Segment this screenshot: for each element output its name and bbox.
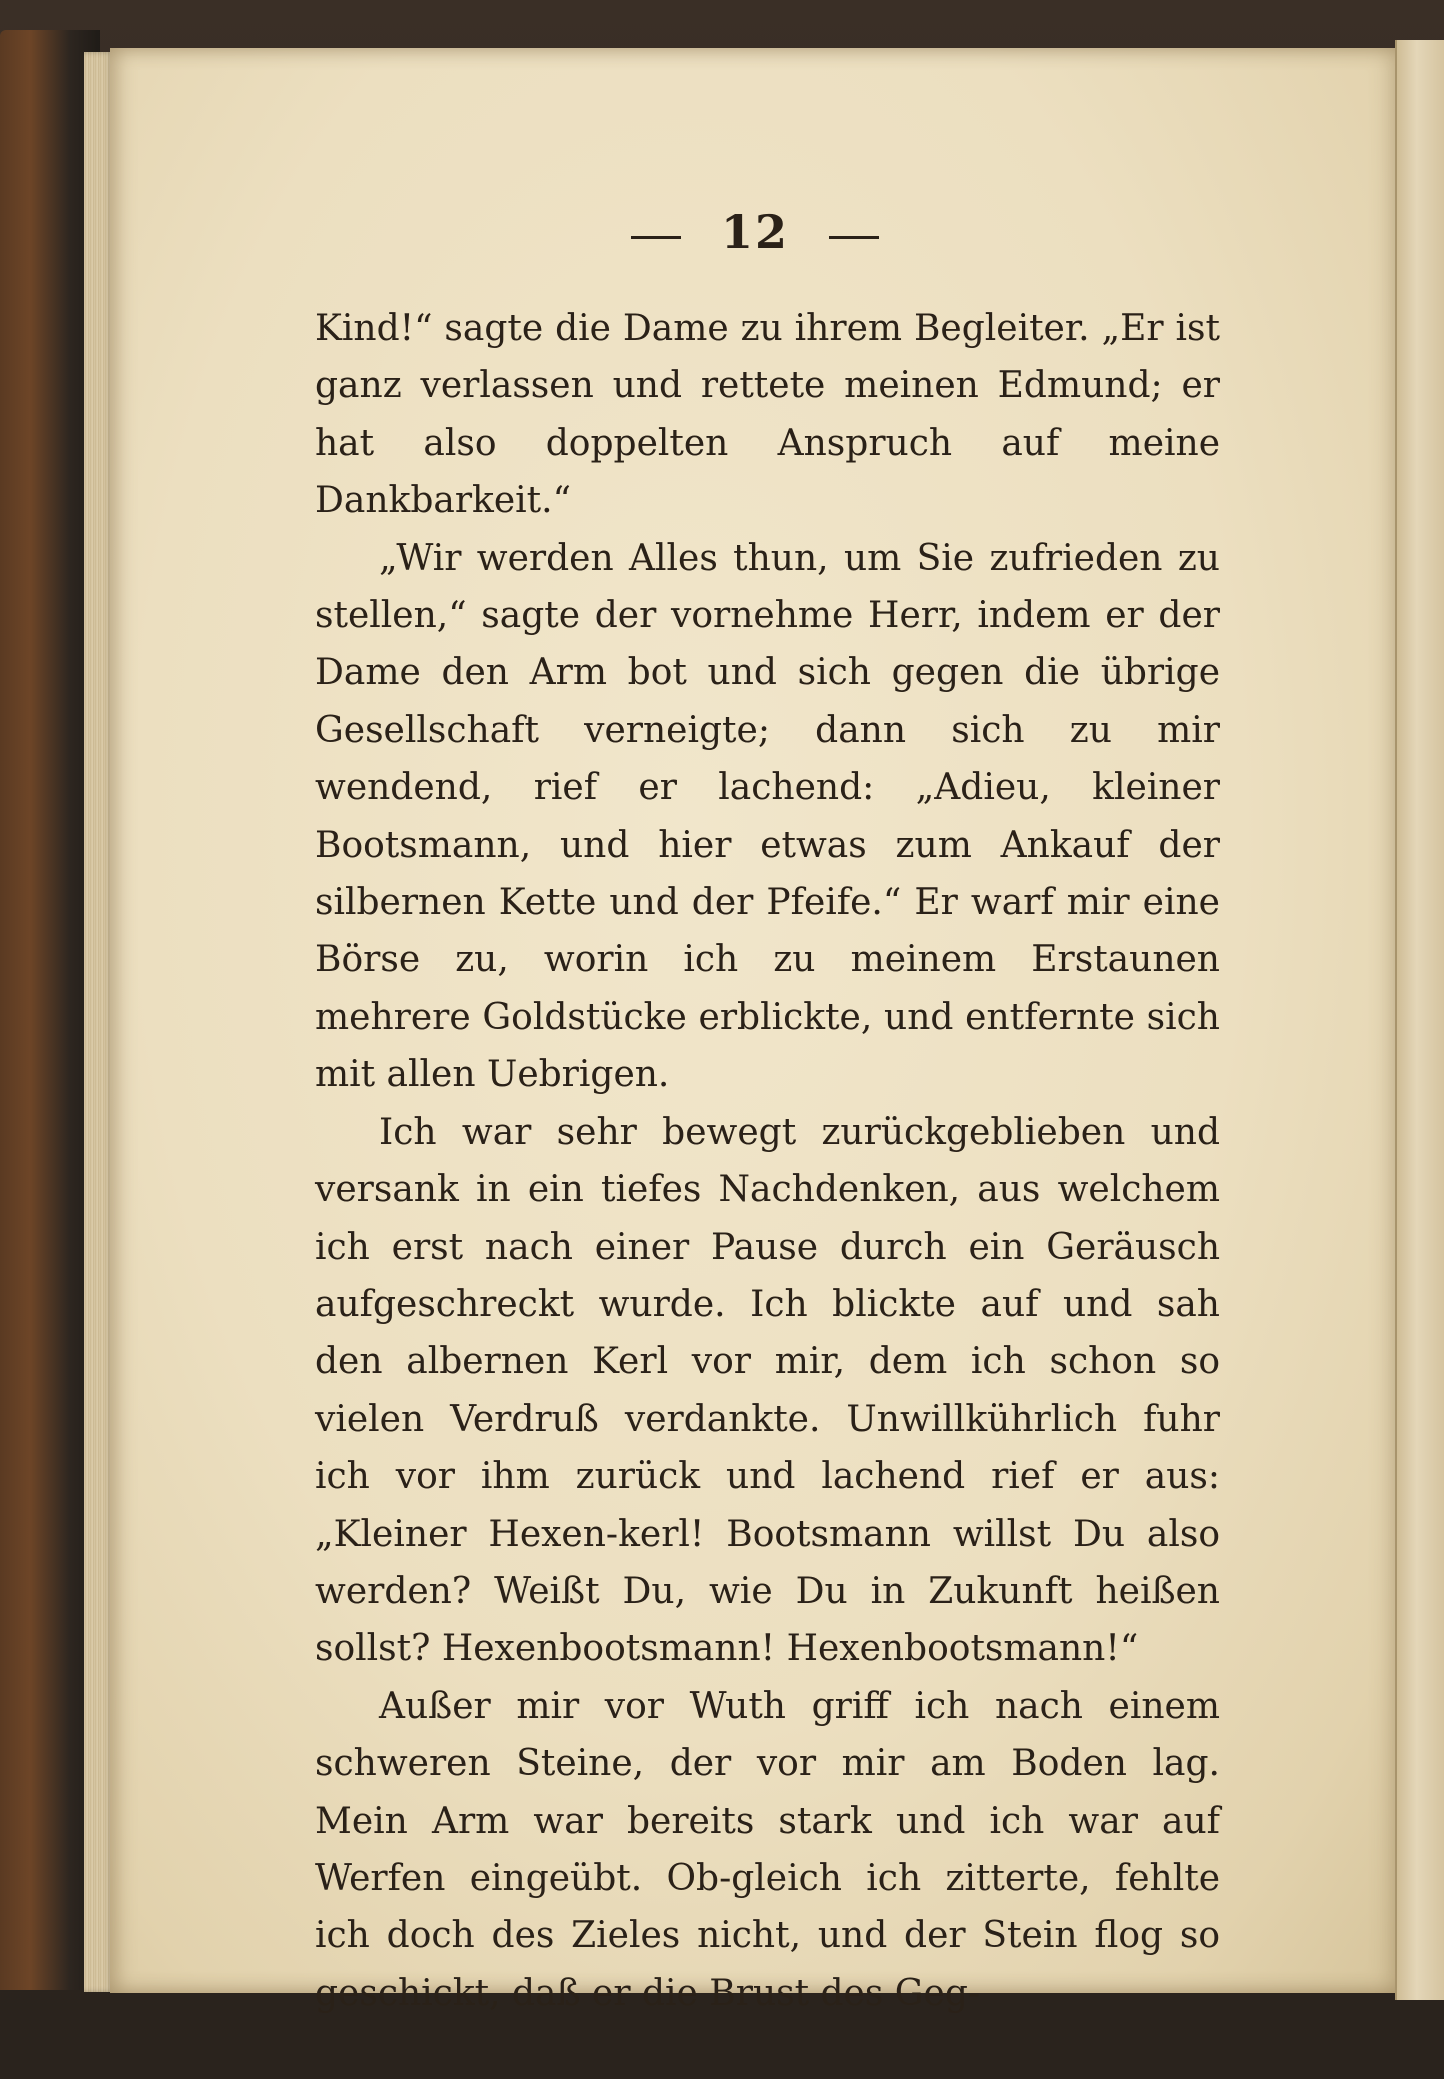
page-header <box>110 205 1400 259</box>
paragraph-4: Außer mir vor Wuth griff ich nach einem schweren Steine, der vor mir am Boden lag. Mein Arm war bereits stark und ich war auf Werfen eingeübt. Ob-gleich ich zitterte, fehlte ich doch des Zieles nicht, und der Stein flog so geschickt, daß er die Brust des Geg- <box>315 1685 1220 2014</box>
header-dash-left <box>631 236 681 239</box>
next-leaf-edge <box>1395 40 1444 2000</box>
paragraph-3: Ich war sehr bewegt zurückgeblieben und versank in ein tiefes Nachdenken, aus welchem ich erst nach einer Pause durch ein Geräusch aufgeschreckt wurde. Ich blickte auf und sah den albernen Kerl vor mir, dem ich schon so vielen Verdruß verdankte. Unwillkührlich fuhr ich vor ihm zurück und lachend rief er aus: „Kleiner Hexen-kerl! Bootsmann willst Du also werden? Weißt Du, wie Du in Zukunft heißen sollst? Hexenbootsmann! Hexenbootsmann!“ <box>315 1111 1220 1670</box>
paragraph-2: „Wir werden Alles thun, um Sie zufrieden zu stellen,“ sagte der vornehme Herr, indem er der Dame den Arm bot und sich gegen die übrige Gesellschaft verneigte; dann sich zu mir wendend, rief er lachend: „Adieu, kleiner Bootsmann, und hier etwas zum Ankauf der silbernen Kette und der Pfeife.“ Er warf mir eine Börse zu, worin ich zu meinem Erstaunen mehrere Goldstücke erblickte, und entfernte sich mit allen Uebrigen. <box>315 537 1220 1096</box>
page-number: 12 <box>720 205 789 259</box>
header-dash-right <box>829 236 879 239</box>
body-text <box>315 300 1220 2022</box>
paragraph-1: Kind!“ sagte die Dame zu ihrem Begleiter. „Er ist ganz verlassen und rettete meinen Edmund; er hat also doppelten Anspruch auf meine Dankbarkeit.“ <box>315 308 1220 522</box>
